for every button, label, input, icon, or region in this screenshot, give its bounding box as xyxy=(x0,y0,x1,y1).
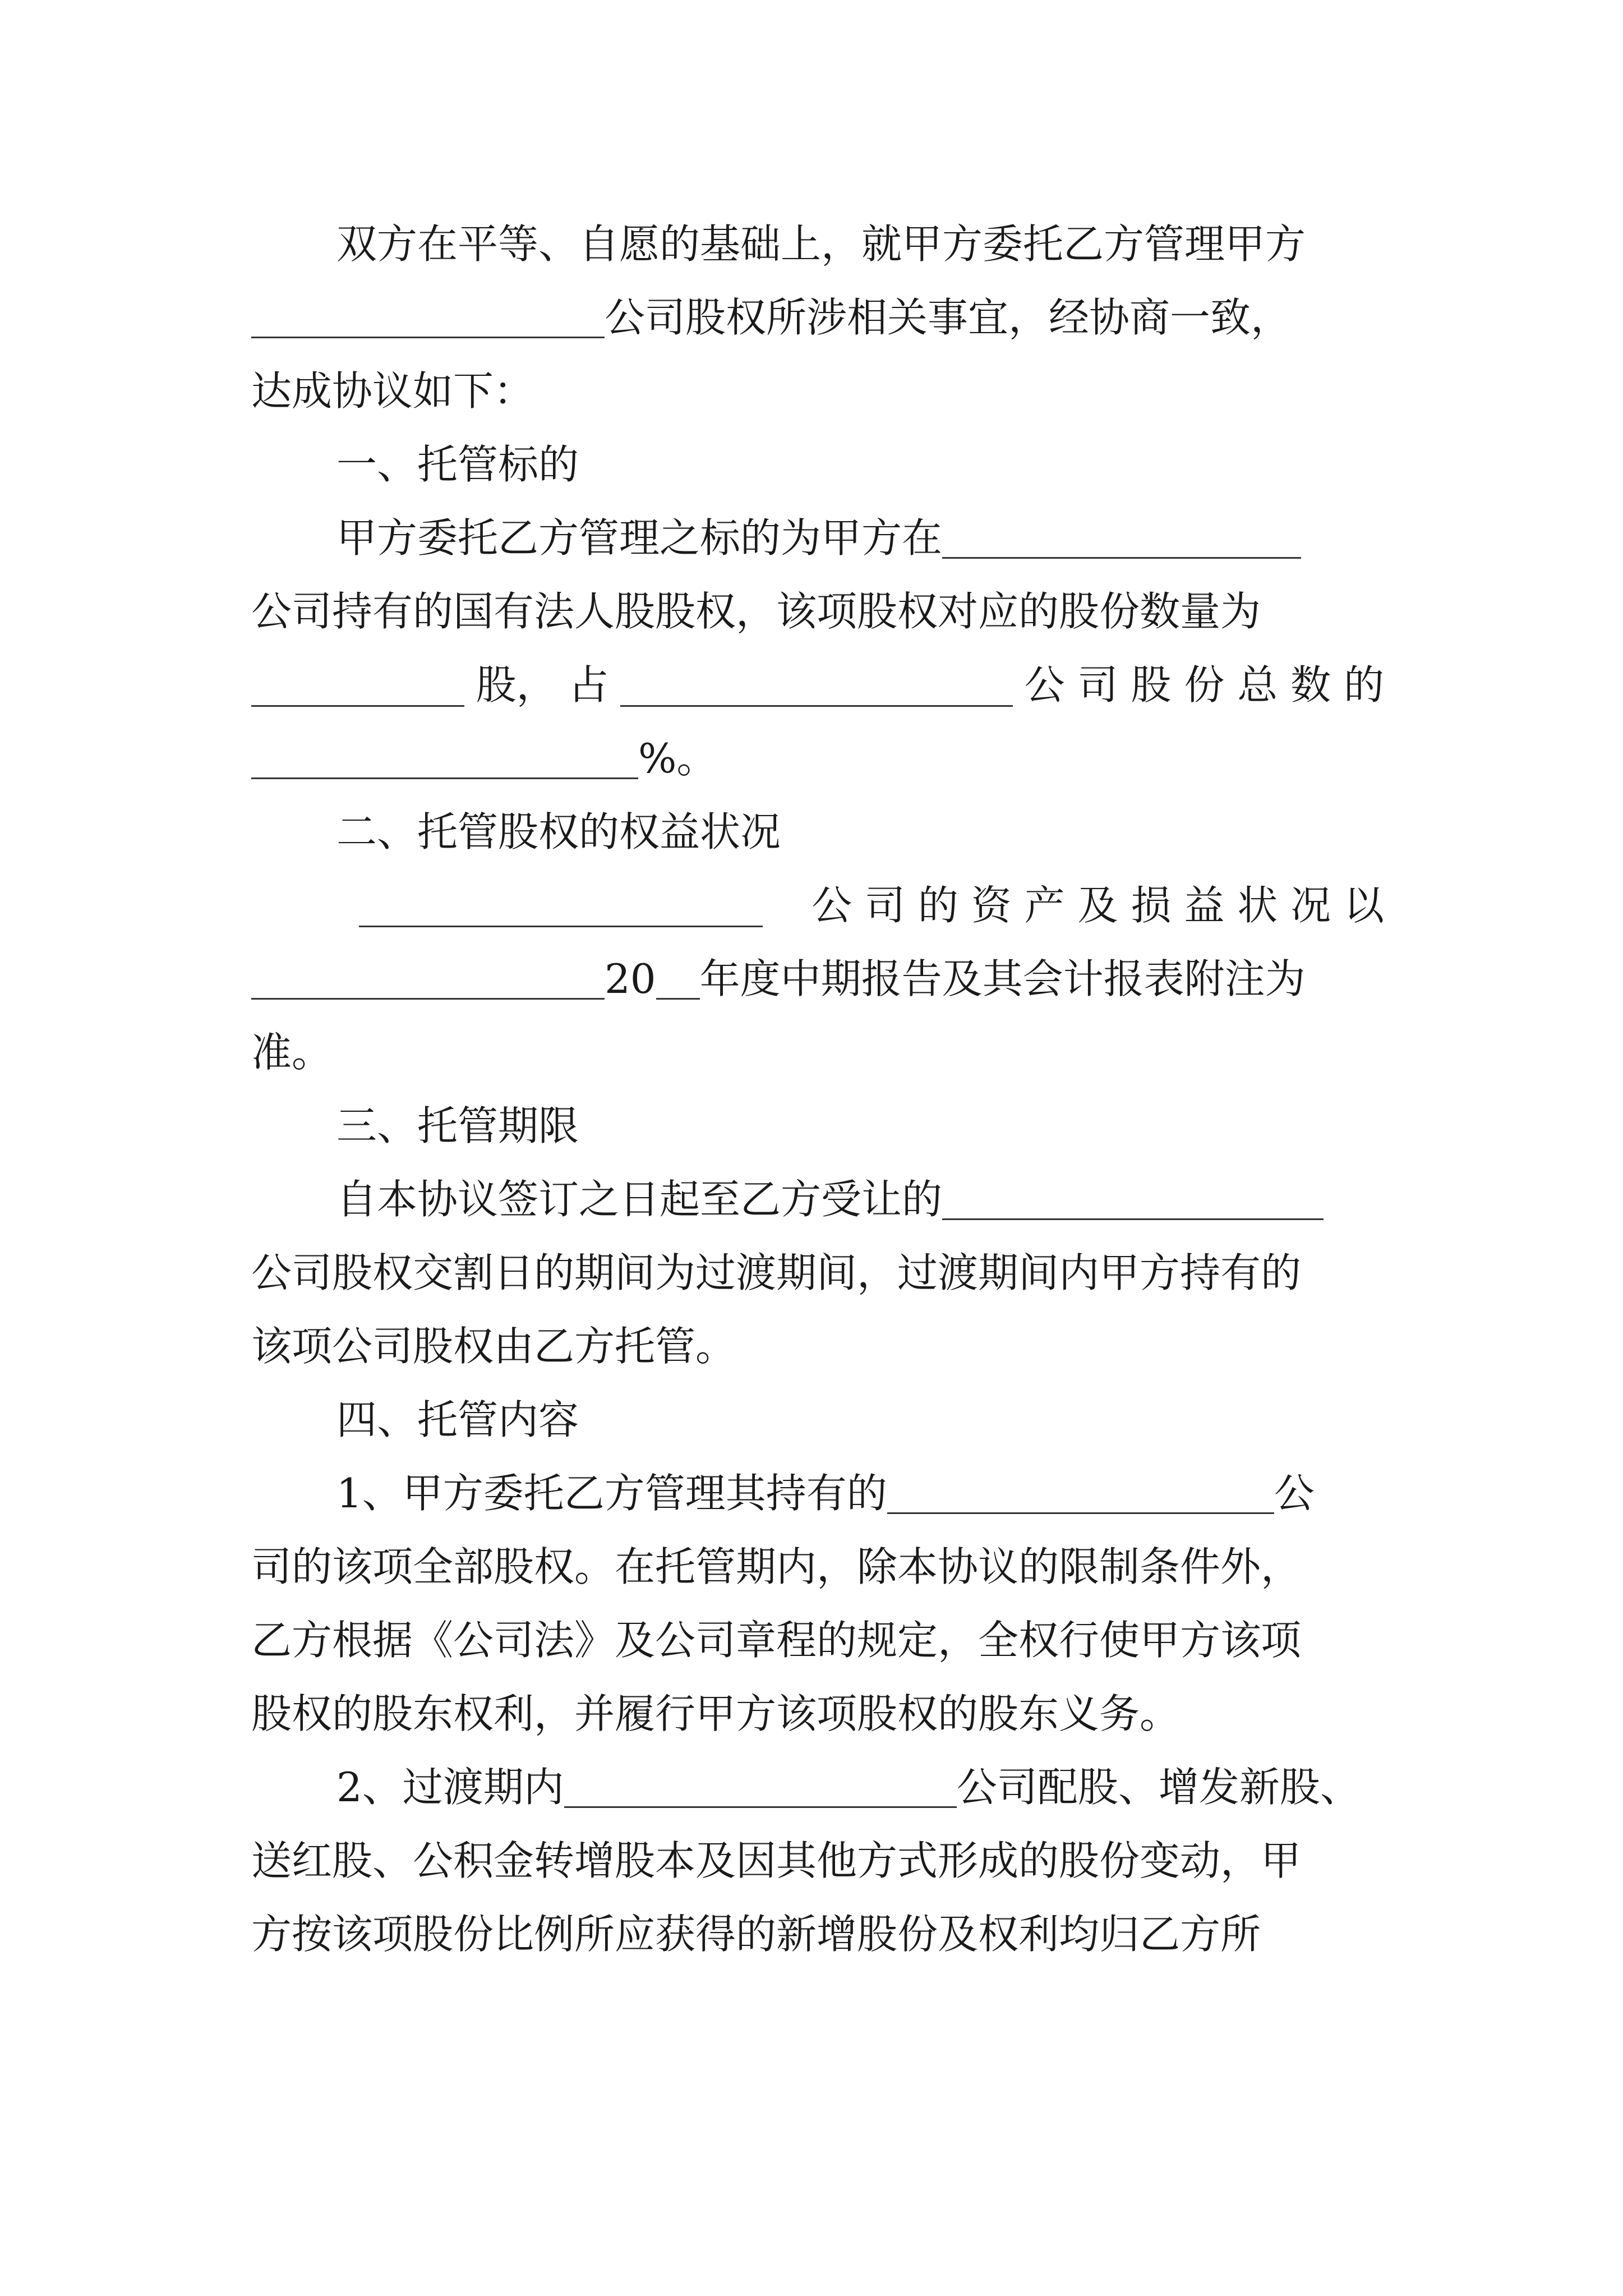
text: 公司股权交割日的期间为过渡期间，过渡期间内甲方持有的 xyxy=(251,1249,1302,1296)
fill-in-blank xyxy=(251,736,638,779)
paragraph-line xyxy=(336,507,1384,569)
paragraph-line xyxy=(251,948,1384,1010)
paragraph-line xyxy=(336,213,1384,275)
fill-in-blank xyxy=(656,956,700,1000)
paragraph-line xyxy=(251,1242,1384,1304)
fill-in-blank xyxy=(942,516,1301,559)
text: 甲方委托乙方管理之标的为甲方在 xyxy=(336,514,943,562)
paragraph-line xyxy=(336,1756,1384,1818)
section-heading xyxy=(336,1389,1384,1451)
paragraph-line xyxy=(251,654,1384,716)
fill-in-blank xyxy=(620,664,1013,707)
paragraph-line xyxy=(251,287,1384,348)
section-heading xyxy=(336,434,1384,495)
fill-in-blank xyxy=(564,1765,957,1808)
fill-in-blank xyxy=(251,295,605,338)
heading-text: 一、托管标的 xyxy=(336,441,579,488)
text: 20 xyxy=(605,955,656,1002)
paragraph-line xyxy=(251,1903,1384,1965)
fill-in-blank xyxy=(359,884,763,927)
text: %。 xyxy=(638,735,717,782)
paragraph-line xyxy=(359,875,1384,936)
paragraph-line xyxy=(251,1022,1384,1083)
heading-text: 三、托管期限 xyxy=(336,1102,579,1149)
paragraph-line xyxy=(336,1462,1384,1524)
text: 方按该项股份比例所应获得的新增股份及权利均归乙方所 xyxy=(251,1911,1261,1958)
text: 送红股、公积金转增股本及因其他方式形成的股份变动，甲 xyxy=(251,1837,1302,1884)
text: 占 xyxy=(568,661,609,708)
section-heading xyxy=(336,801,1384,863)
heading-text: 四、托管内容 xyxy=(336,1396,579,1443)
text: 公 司 的 资 产 及 损 益 状 况 以 xyxy=(811,882,1384,929)
paragraph-line xyxy=(251,1536,1384,1598)
text: 股， xyxy=(476,661,557,708)
text: 司的该项全部股权。在托管期内，除本协议的限制条件外， xyxy=(251,1543,1302,1590)
text: 双方在平等、自愿的基础上，就甲方委托乙方管理甲方 xyxy=(336,220,1306,268)
paragraph-line xyxy=(251,360,1384,422)
text: 2、过渡期内 xyxy=(336,1764,564,1811)
text: 乙方根据《公司法》及公司章程的规定，全权行使甲方该项 xyxy=(251,1617,1302,1664)
text: 达成协议如下： xyxy=(251,367,534,415)
text: 公 司 股 份 总 数 的 xyxy=(1024,661,1384,708)
section-heading xyxy=(336,1095,1384,1157)
paragraph-line xyxy=(251,581,1384,642)
paragraph-line xyxy=(251,1830,1384,1892)
text: 股权的股东权利，并履行甲方该项股权的股东义务。 xyxy=(251,1690,1181,1737)
text: 年度中期报告及其会计报表附注为 xyxy=(699,955,1306,1002)
paragraph-line xyxy=(251,1315,1384,1377)
paragraph-line xyxy=(336,1168,1384,1230)
paragraph-line xyxy=(251,1609,1384,1671)
fill-in-blank xyxy=(942,1177,1324,1220)
text: 公司持有的国有法人股股权，该项股权对应的股份数量为 xyxy=(251,588,1261,635)
text: 公司股权所涉相关事宜，经协商一致， xyxy=(605,294,1292,341)
text: 自本协议签订之日起至乙方受让的 xyxy=(336,1176,943,1223)
text: 1、甲方委托乙方管理其持有的 xyxy=(336,1470,887,1517)
heading-text: 二、托管股权的权益状况 xyxy=(336,808,781,855)
fill-in-blank xyxy=(887,1471,1274,1514)
text: 公 xyxy=(1274,1470,1315,1517)
paragraph-line xyxy=(251,728,1384,789)
text: 公司配股、增发新股、 xyxy=(956,1764,1361,1811)
text: 该项公司股权由乙方托管。 xyxy=(251,1323,736,1370)
text: 准。 xyxy=(251,1029,333,1076)
fill-in-blank xyxy=(251,956,605,1000)
paragraph-line xyxy=(251,1683,1384,1745)
fill-in-blank xyxy=(251,664,464,707)
